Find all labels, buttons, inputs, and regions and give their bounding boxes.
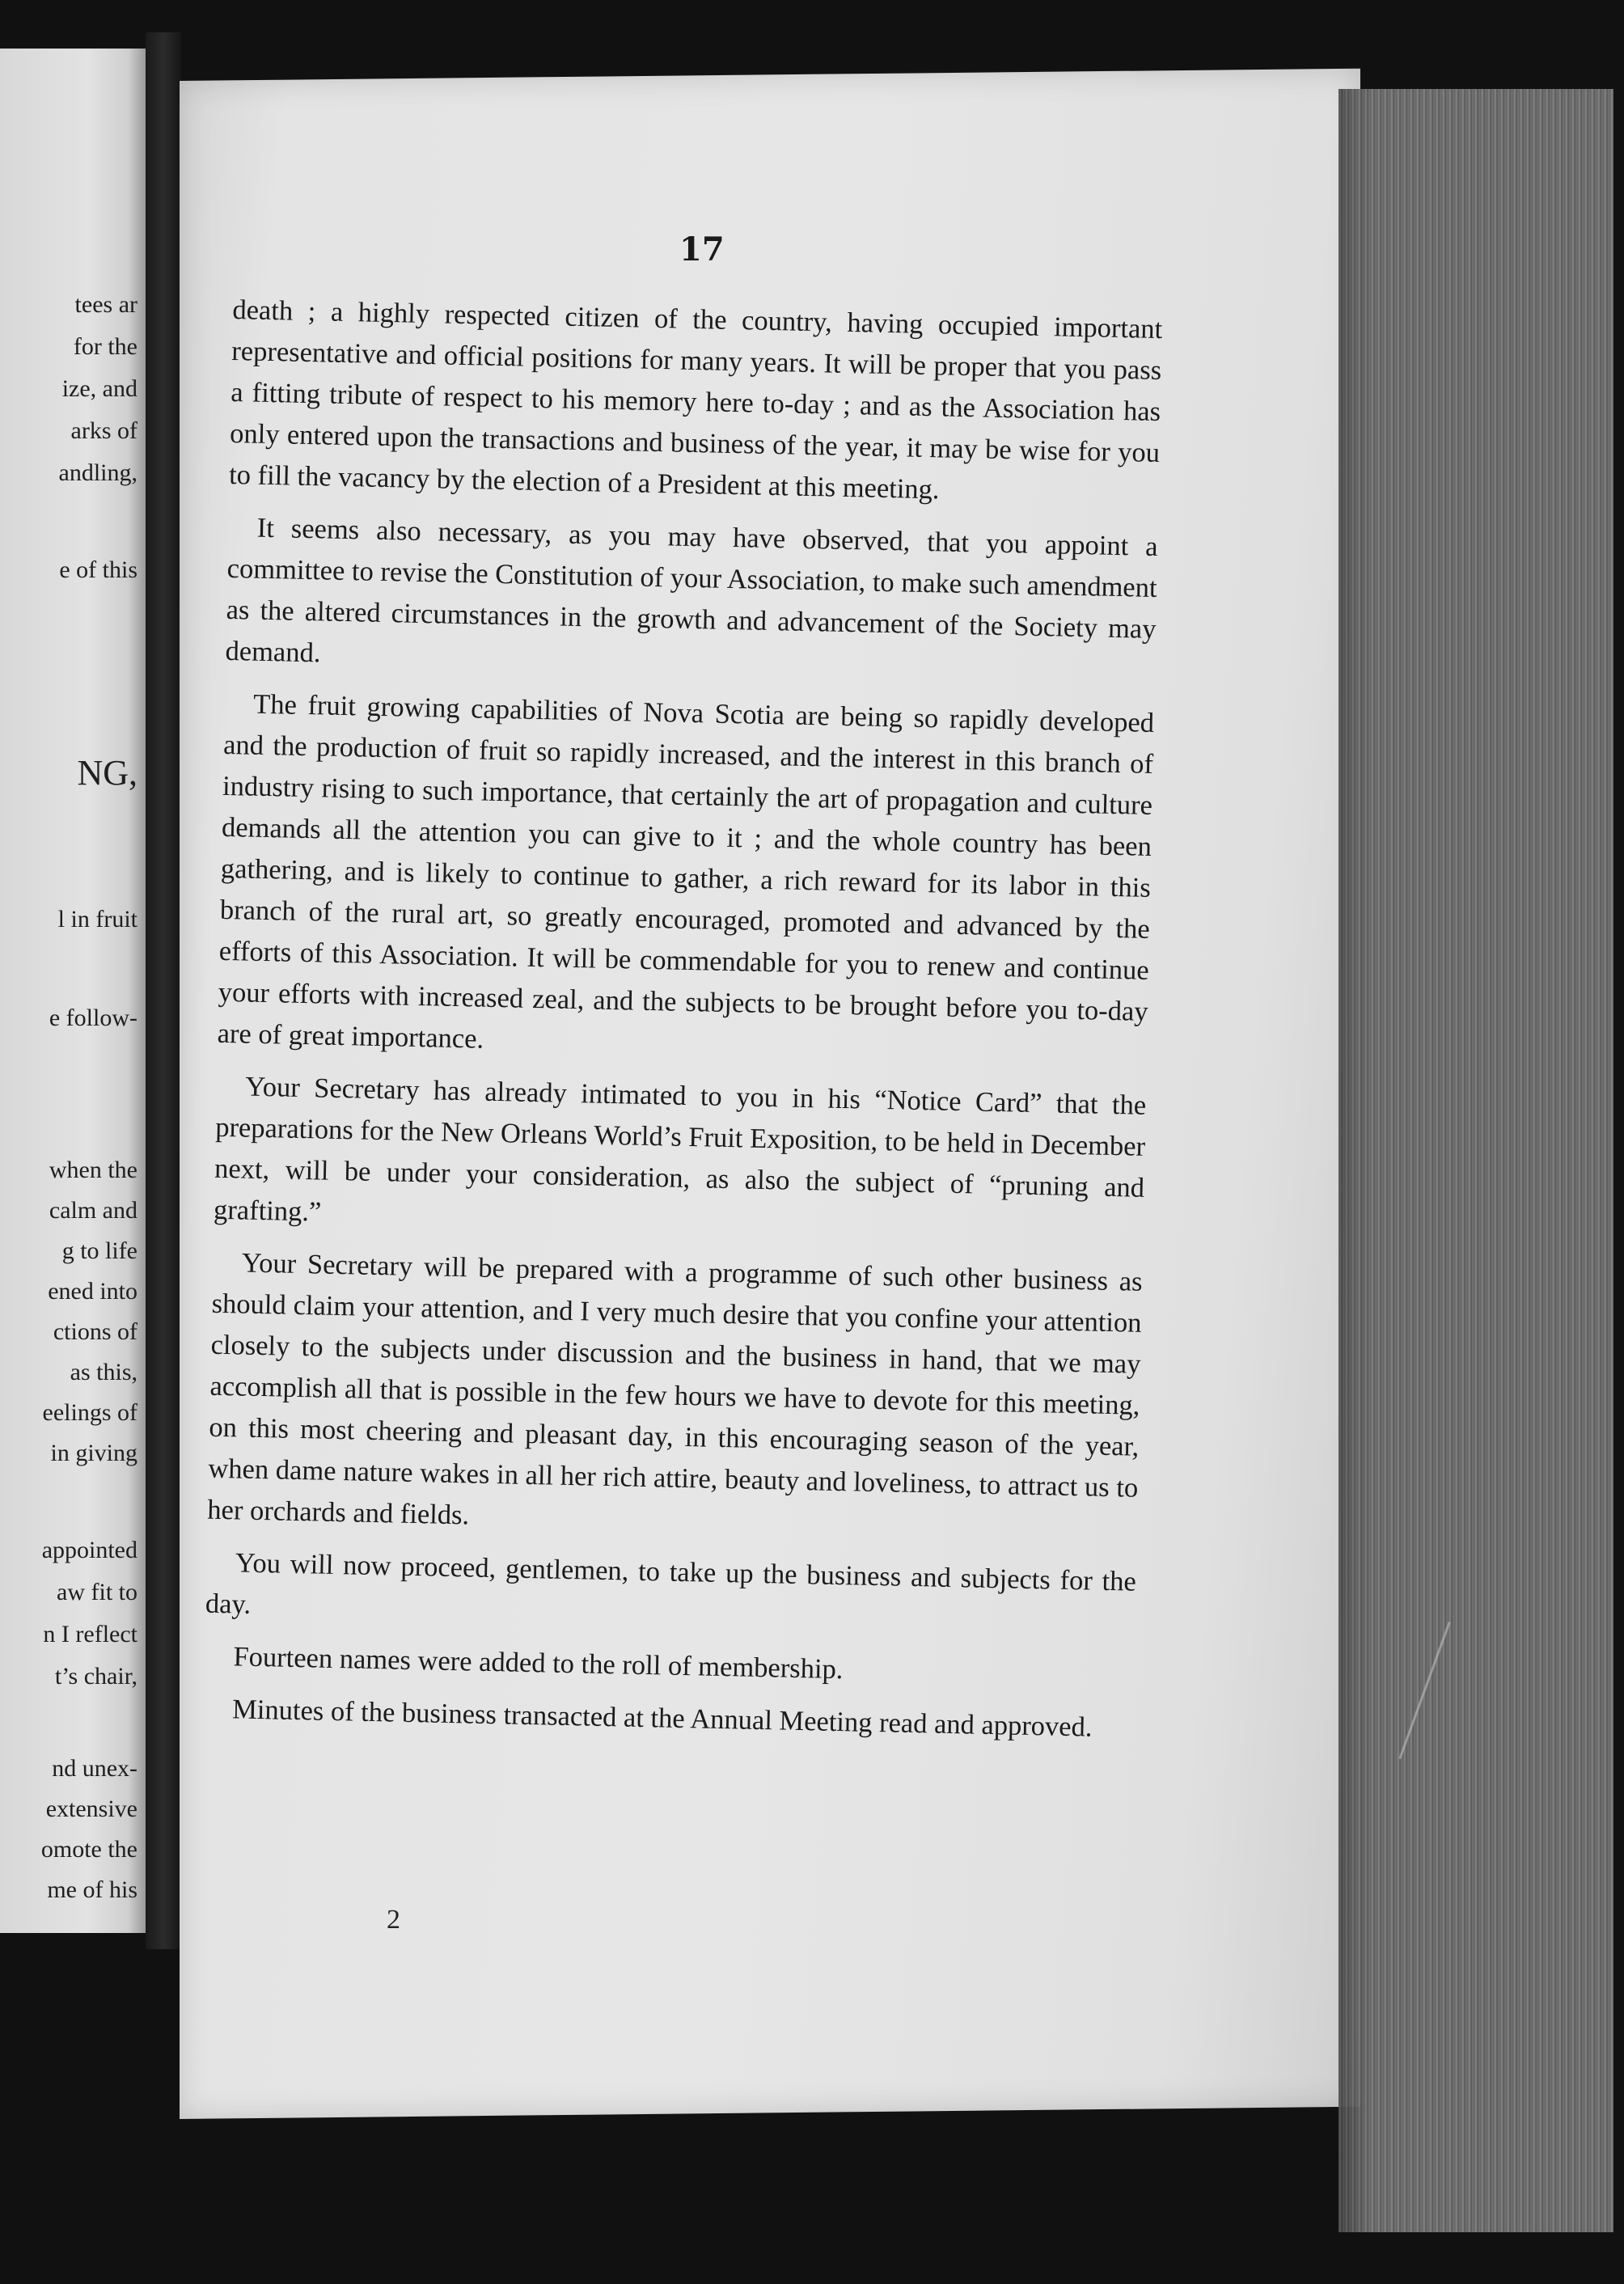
paragraph: You will now proceed, gentlemen, to take up the business and subjects for the day. — [205, 1547, 1137, 1620]
book-page-edges — [1339, 89, 1613, 2232]
left-facing-page — [0, 49, 146, 1933]
left-page-fragment: for the — [73, 333, 137, 360]
left-page-fragment: eelings of — [42, 1399, 137, 1426]
paragraph: Minutes of the business transacted at the Annual Meeting read and approved. — [231, 1694, 1093, 1743]
left-page-fragment: t’s chair, — [54, 1663, 137, 1690]
left-page-fragment: ened into — [48, 1278, 137, 1305]
left-page-fragment: aw fit to — [57, 1579, 137, 1605]
left-page-fragment: e follow- — [49, 1005, 137, 1031]
left-page-fragment: omote the — [40, 1836, 137, 1863]
left-page-fragment: as this, — [70, 1359, 137, 1385]
page-body-text — [202, 290, 1162, 1761]
paragraph: The fruit growing capabilities of Nova Scotia are being so rapidly developed and the production of fruit so rapidly increased, and the interest in this branch of industry rising to such importance, that certainly the art of propagation and culture demands all the attention you can give to it ; and the whole country has been gathering, and is likely to continue to gather, a rich reward for its labor in this branch of the rural art, so greatly encouraged, promoted and advanced by the efforts of this Association. It will be commendable for you to renew and continue your efforts with increased zeal, and the subjects to be brought before you to-day are of great importance. — [217, 688, 1155, 1055]
paragraph: Fourteen names were added to the roll of membership. — [233, 1641, 844, 1686]
left-page-fragment: andling, — [58, 459, 137, 486]
left-page-fragment: tees ar — [74, 291, 137, 318]
page-number: 17 — [679, 231, 725, 269]
left-page-fragment: in giving — [50, 1440, 137, 1466]
left-page-fragment: when the — [49, 1157, 137, 1183]
left-page-fragment: extensive — [45, 1795, 137, 1822]
left-page-fragment: nd unex- — [52, 1755, 137, 1782]
left-page-fragment: l in fruit — [57, 906, 137, 933]
paragraph: death ; a highly respected citizen of the country, having occupied important representative and official positions for many years. It will be proper that you pass a fitting tribute of respect to his memory here to-day ; and as the Association has only entered upon the transactions and business of the year, it may be wise for you to fill the vacancy by the election of a President at this meeting. — [228, 294, 1163, 505]
left-page-fragment: g to life — [61, 1237, 137, 1264]
left-page-fragment: arks of — [70, 417, 137, 444]
left-page-fragment: ctions of — [53, 1318, 137, 1345]
paragraph: Your Secretary has already intimated to you in his “Notice Card” that the preparations for the New Orleans World’s Fruit Exposition, to be held in December next, will be under your consideration, as also the subject of “pruning and grafting.” — [213, 1071, 1147, 1228]
left-page-fragment: e of this — [59, 556, 137, 583]
left-page-fragment: appointed — [41, 1537, 137, 1563]
paragraph: It seems also necessary, as you may have observed, that you appoint a committee to revise the Constitution of your Association, to make such amendment as the altered circumstances in the growth and advancement of the Society may demand. — [225, 512, 1158, 669]
left-page-fragment: me of his — [47, 1876, 137, 1903]
left-page-fragment: n I reflect — [43, 1621, 137, 1647]
book-gutter — [146, 32, 182, 1949]
left-page-fragment: calm and — [49, 1197, 137, 1224]
left-page-heading-fragment: NG, — [77, 753, 137, 793]
left-page-fragment: ize, and — [61, 375, 137, 402]
signature-mark: 2 — [387, 1905, 400, 1935]
paragraph: Your Secretary will be prepared with a programme of such other business as should claim your attention, and I very much desire that you confine your attention closely to the subjects under discussion and the business in hand, that we may accomplish all that is possible in the few hours we have to devote for this meeting, on this most cheering and pleasant day, in this encouraging season of the year, when dame nature wakes in all her rich attire, beauty and loveliness, to attract us to her orchards and fields. — [206, 1247, 1143, 1531]
